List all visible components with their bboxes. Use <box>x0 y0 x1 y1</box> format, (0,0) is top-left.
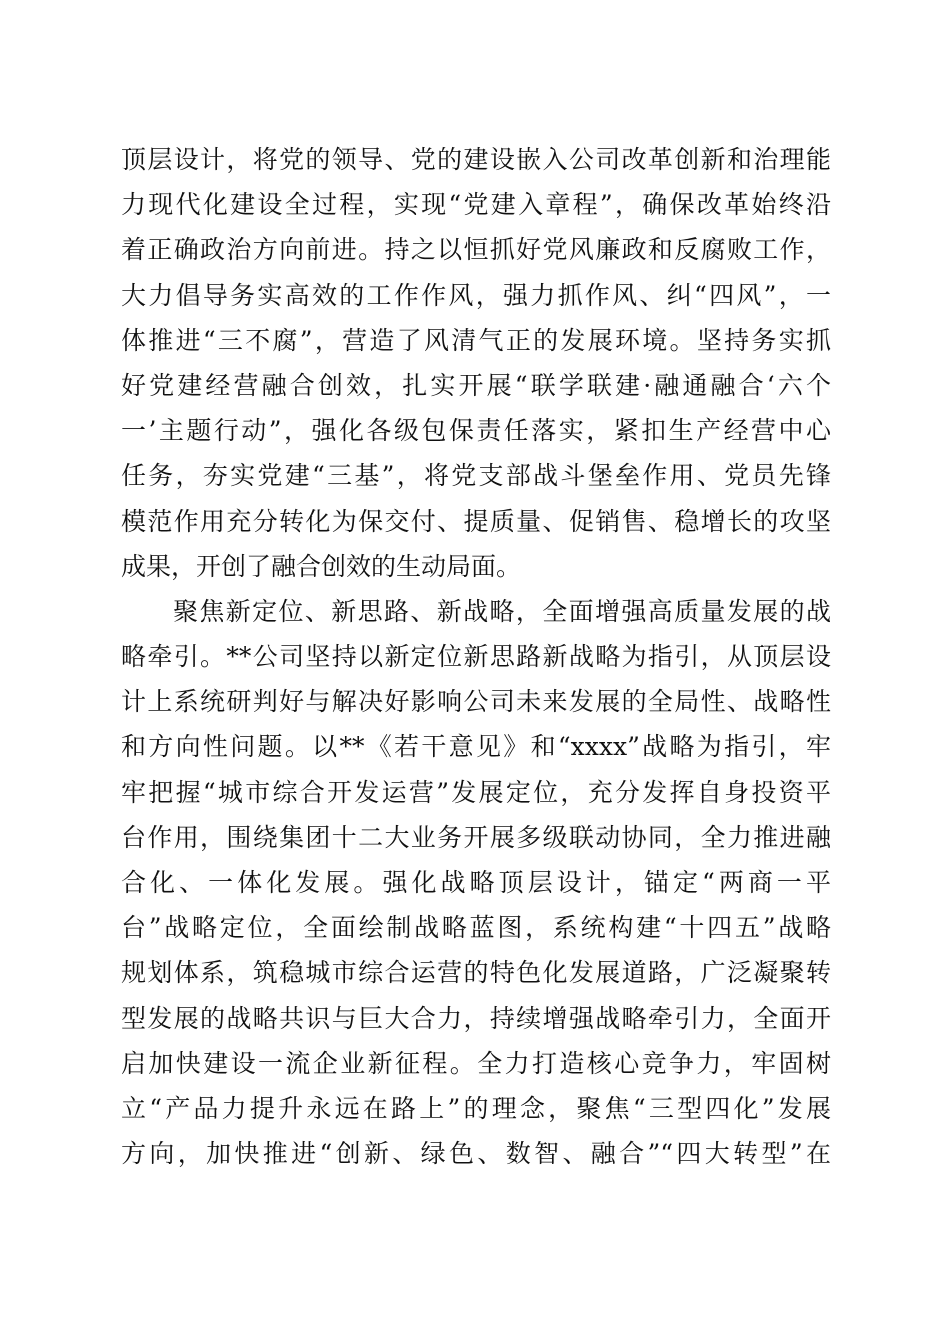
text-line: 力现代化建设全过程，实现“党建入章程”，确保改革始终沿 <box>121 190 831 220</box>
text-line: 大力倡导务实高效的工作作风，强力抓作风、纠“四风”，一 <box>121 280 831 310</box>
text-line: 聚焦新定位、新思路、新战略，全面增强高质量发展的战 <box>173 596 831 626</box>
text-line: 方向，加快推进“创新、绿色、数智、融合”“四大转型”在 <box>121 1139 831 1169</box>
text-line: 着正确政治方向前进。持之以恒抓好党风廉政和反腐败工作， <box>121 235 831 265</box>
text-line: 立“产品力提升永远在路上”的理念，聚焦“三型四化”发展 <box>121 1093 831 1123</box>
text-line: 好党建经营融合创效，扎实开展“联学联建·融通融合‘六个 <box>121 370 831 400</box>
text-line: 合化、一体化发展。强化战略顶层设计，锚定“两商一平 <box>121 868 831 897</box>
document-body <box>121 137 831 1176</box>
text-line: 模范作用充分转化为保交付、提质量、促销售、稳增长的攻坚 <box>121 506 831 536</box>
text-line: 牢把握“城市综合开发运营”发展定位，充分发挥自身投资平 <box>121 777 831 807</box>
text-line: 体推进“三不腐”，营造了风清气正的发展环境。坚持务实抓 <box>121 325 831 355</box>
paragraph-party-building <box>121 137 831 589</box>
text-line: 略牵引。**公司坚持以新定位新思路新战略为指引，从顶层设 <box>121 642 831 672</box>
text-line: 启加快建设一流企业新征程。全力打造核心竞争力，牢固树 <box>121 1048 831 1078</box>
text-line: 计上系统研判好与解决好影响公司未来发展的全局性、战略性 <box>121 687 831 717</box>
text-line: 顶层设计，将党的领导、党的建设嵌入公司改革创新和治理能 <box>121 145 831 174</box>
text-line: 成果，开创了融合创效的生动局面。 <box>121 551 522 581</box>
paragraph-strategy <box>121 589 831 1176</box>
text-line: 任务，夯实党建“三基”，将党支部战斗堡垒作用、党员先锋 <box>121 461 831 491</box>
text-line: 台”战略定位，全面绘制战略蓝图，系统构建“十四五”战略 <box>121 913 831 943</box>
text-line: 一’主题行动”，强化各级包保责任落实，紧扣生产经营中心 <box>121 416 831 446</box>
text-line: 和方向性问题。以**《若干意见》和“xxxx”战略为指引，牢 <box>121 732 831 762</box>
text-line: 规划体系，筑稳城市综合运营的特色化发展道路，广泛凝聚转 <box>121 958 831 988</box>
text-line: 台作用，围绕集团十二大业务开展多级联动协同，全力推进融 <box>121 822 831 852</box>
text-line: 型发展的战略共识与巨大合力，持续增强战略牵引力，全面开 <box>121 1003 831 1033</box>
